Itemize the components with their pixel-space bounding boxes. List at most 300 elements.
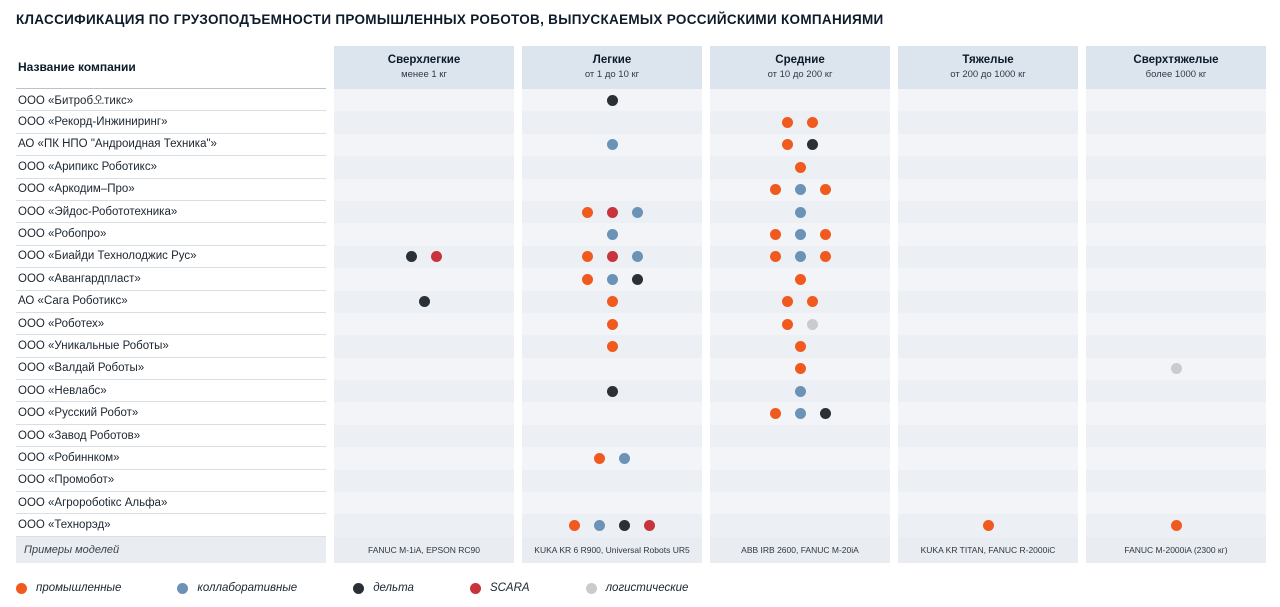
- matrix-cell: [334, 223, 514, 245]
- cell-gap: [702, 470, 710, 492]
- legend-item-industrial: [16, 582, 121, 594]
- company-name: ООО «Завод Роботов»: [16, 425, 326, 447]
- cell-gap: [1078, 134, 1086, 156]
- cell-gap: [1078, 335, 1086, 357]
- cell-gap: [890, 402, 898, 424]
- cell-gap: [702, 514, 710, 536]
- cell-gap: [890, 380, 898, 402]
- cell-gap: [514, 380, 522, 402]
- cell-gap: [890, 447, 898, 469]
- category-header-2: [522, 46, 702, 89]
- robot-type-dot-industrial: [782, 117, 793, 128]
- matrix-cell: [1086, 402, 1266, 424]
- cell-gap: [1078, 313, 1086, 335]
- cell-gap: [1078, 179, 1086, 201]
- cell-gap: [326, 425, 334, 447]
- robot-type-dot-industrial: [594, 453, 605, 464]
- matrix-cell: [334, 492, 514, 514]
- robot-type-dot-industrial: [607, 296, 618, 307]
- matrix-cell: [522, 179, 702, 201]
- company-name: АО «ПК НПО "Андроидная Техника"»: [16, 134, 326, 156]
- matrix-cell: [334, 268, 514, 290]
- header-gap: [326, 46, 334, 89]
- company-name: ООО «Робиннком»: [16, 447, 326, 469]
- matrix-cell: [898, 134, 1078, 156]
- matrix-cell: [710, 291, 890, 313]
- cell-gap: [890, 201, 898, 223]
- cell-gap: [890, 470, 898, 492]
- company-name: ООО «Аркодим–Про»: [16, 179, 326, 201]
- robot-type-dot-collaborative: [795, 408, 806, 419]
- dot-group: [710, 179, 890, 201]
- robot-type-dot-collaborative: [607, 274, 618, 285]
- cell-gap: [326, 537, 334, 563]
- robot-type-dot-scara: [431, 251, 442, 262]
- matrix-cell: [898, 380, 1078, 402]
- company-name: ООО «Русский Робот»: [16, 402, 326, 424]
- table-row: [16, 492, 1266, 514]
- dot-group: [710, 380, 890, 402]
- cell-gap: [514, 313, 522, 335]
- robot-type-dot-scara: [607, 251, 618, 262]
- table-row: [16, 313, 1266, 335]
- table-row: [16, 89, 1266, 111]
- cell-gap: [326, 313, 334, 335]
- matrix-cell: [522, 425, 702, 447]
- matrix-cell: [710, 313, 890, 335]
- table-row: [16, 380, 1266, 402]
- dot-group: [898, 514, 1078, 536]
- company-column-header: Название компании: [16, 46, 326, 89]
- cell-gap: [702, 223, 710, 245]
- table-row: [16, 447, 1266, 469]
- matrix-cell: [710, 201, 890, 223]
- robot-type-dot-collaborative: [795, 229, 806, 240]
- matrix-cell: [522, 335, 702, 357]
- cell-gap: [890, 134, 898, 156]
- cell-gap: [514, 537, 522, 563]
- company-name: ООО «Уникальные Роботы»: [16, 335, 326, 357]
- robot-type-dot-collaborative: [607, 229, 618, 240]
- robot-type-dot-industrial: [607, 319, 618, 330]
- matrix-cell: [898, 335, 1078, 357]
- dot-group: [710, 291, 890, 313]
- cell-gap: [890, 514, 898, 536]
- dot-group: [522, 201, 702, 223]
- company-name: ООО «Арипикс Роботикс»: [16, 156, 326, 178]
- matrix-cell: [1086, 291, 1266, 313]
- legend-item-logistics: [586, 582, 689, 594]
- matrix-cell: [1086, 89, 1266, 111]
- matrix-cell: [710, 134, 890, 156]
- matrix-cell: [334, 380, 514, 402]
- header-gap: [702, 46, 710, 89]
- matrix-cell: [1086, 514, 1266, 536]
- matrix-cell: [710, 514, 890, 536]
- dot-group: [334, 291, 514, 313]
- robot-type-dot-industrial: [807, 296, 818, 307]
- matrix-cell: [522, 470, 702, 492]
- matrix-cell: [1086, 492, 1266, 514]
- cell-gap: [326, 223, 334, 245]
- dot-group: [522, 223, 702, 245]
- table-row: [16, 425, 1266, 447]
- legend-label: SCARA: [489, 582, 530, 594]
- matrix-cell: [898, 89, 1078, 111]
- dot-group: [522, 134, 702, 156]
- matrix-cell: [334, 447, 514, 469]
- table-row: [16, 291, 1266, 313]
- examples-row-label: Примеры моделей: [16, 537, 326, 563]
- company-name: ООО «Авангардпласт»: [16, 268, 326, 290]
- matrix-cell: [522, 268, 702, 290]
- cell-gap: [514, 179, 522, 201]
- cell-gap: [702, 537, 710, 563]
- cell-gap: [514, 492, 522, 514]
- cell-gap: [1078, 470, 1086, 492]
- example-models-2: KUKA KR 6 R900, Universal Robots UR5: [522, 537, 702, 563]
- cell-gap: [514, 156, 522, 178]
- dot-group: [710, 335, 890, 357]
- cell-gap: [326, 291, 334, 313]
- table-row: [16, 134, 1266, 156]
- page-title: КЛАССИФИКАЦИЯ ПО ГРУЗОПОДЪЕМНОСТИ ПРОМЫШЛЕННЫХ РОБОТОВ, ВЫПУСКАЕМЫХ РОССИЙСКИМИ КОМПАНИЯМИ: [16, 12, 884, 27]
- table-row: [16, 358, 1266, 380]
- cell-gap: [890, 89, 898, 111]
- matrix-cell: [522, 134, 702, 156]
- cell-gap: [1078, 537, 1086, 563]
- category-title: Тяжелые: [962, 54, 1014, 66]
- table-row: [16, 179, 1266, 201]
- table-row: [16, 470, 1266, 492]
- dot-group: [710, 223, 890, 245]
- dot-group: [522, 89, 702, 111]
- company-name: ООО «Невлабс»: [16, 380, 326, 402]
- cell-gap: [514, 470, 522, 492]
- robot-type-dot-delta: [419, 296, 430, 307]
- table-row: [16, 268, 1266, 290]
- robot-type-dot-collaborative: [795, 207, 806, 218]
- robot-type-dot-logistics: [1171, 363, 1182, 374]
- cell-gap: [890, 358, 898, 380]
- matrix-cell: [522, 402, 702, 424]
- matrix-cell: [898, 447, 1078, 469]
- cell-gap: [326, 201, 334, 223]
- cell-gap: [1078, 291, 1086, 313]
- matrix-cell: [1086, 201, 1266, 223]
- category-header-1: [334, 46, 514, 89]
- robot-type-dot-delta: [607, 95, 618, 106]
- cell-gap: [326, 156, 334, 178]
- company-name: ООО «Роботех»: [16, 313, 326, 335]
- category-range: более 1000 кг: [1145, 69, 1207, 80]
- cell-gap: [1078, 89, 1086, 111]
- robot-type-dot-industrial: [782, 319, 793, 330]
- matrix-cell: [1086, 246, 1266, 268]
- dot-group: [522, 335, 702, 357]
- matrix-cell: [710, 156, 890, 178]
- category-range: от 10 до 200 кг: [767, 69, 833, 80]
- header-gap: [514, 46, 522, 89]
- table-row: [16, 246, 1266, 268]
- dot-group: [1086, 358, 1266, 380]
- dot-group: [710, 402, 890, 424]
- robot-type-dot-delta: [632, 274, 643, 285]
- dot-group: [522, 291, 702, 313]
- cell-gap: [1078, 111, 1086, 133]
- robot-type-dot-industrial: [807, 117, 818, 128]
- matrix-cell: [1086, 313, 1266, 335]
- matrix-cell: [334, 111, 514, 133]
- company-name: ООО «Эйдос-Робототехника»: [16, 201, 326, 223]
- matrix-cell: [522, 89, 702, 111]
- table-row: [16, 402, 1266, 424]
- robot-type-dot-collaborative: [607, 139, 618, 150]
- matrix-cell: [522, 223, 702, 245]
- cell-gap: [702, 313, 710, 335]
- matrix-cell: [898, 246, 1078, 268]
- cell-gap: [326, 179, 334, 201]
- cell-gap: [514, 447, 522, 469]
- matrix-cell: [334, 201, 514, 223]
- legend-dot-industrial: [16, 583, 27, 594]
- matrix-cell: [710, 179, 890, 201]
- matrix-cell: [522, 380, 702, 402]
- cell-gap: [326, 358, 334, 380]
- header-gap: [890, 46, 898, 89]
- cell-gap: [1078, 492, 1086, 514]
- category-title: Сверхтяжелые: [1133, 54, 1219, 66]
- cell-gap: [890, 425, 898, 447]
- category-header-3: [710, 46, 890, 89]
- company-name: ООО «Валдай Роботы»: [16, 358, 326, 380]
- cell-gap: [890, 492, 898, 514]
- cell-gap: [702, 156, 710, 178]
- robot-type-dot-delta: [619, 520, 630, 531]
- category-range: менее 1 кг: [401, 69, 447, 80]
- robot-type-dot-collaborative: [594, 520, 605, 531]
- legend-label: промышленные: [36, 582, 122, 594]
- cell-gap: [326, 335, 334, 357]
- cell-gap: [702, 335, 710, 357]
- robot-type-dot-industrial: [795, 341, 806, 352]
- matrix-cell: [898, 470, 1078, 492]
- robot-type-dot-industrial: [582, 251, 593, 262]
- cell-gap: [514, 268, 522, 290]
- cell-gap: [702, 268, 710, 290]
- cell-gap: [1078, 156, 1086, 178]
- matrix-cell: [898, 402, 1078, 424]
- category-title: Средние: [775, 54, 825, 66]
- robot-type-dot-collaborative: [795, 184, 806, 195]
- example-models-1: FANUC M-1iA, EPSON RC90: [334, 537, 514, 563]
- table-row: [16, 111, 1266, 133]
- table-row: [16, 514, 1266, 536]
- matrix-cell: [898, 514, 1078, 536]
- legend-label: коллаборативные: [197, 582, 298, 594]
- cell-gap: [702, 134, 710, 156]
- matrix-header-row: [16, 46, 1266, 89]
- robot-type-dot-industrial: [770, 229, 781, 240]
- dot-group: [522, 380, 702, 402]
- table-row: [16, 156, 1266, 178]
- cell-gap: [702, 425, 710, 447]
- cell-gap: [890, 246, 898, 268]
- cell-gap: [514, 335, 522, 357]
- cell-gap: [702, 447, 710, 469]
- matrix-cell: [522, 291, 702, 313]
- robot-type-dot-scara: [644, 520, 655, 531]
- cell-gap: [326, 514, 334, 536]
- robot-type-dot-collaborative: [795, 251, 806, 262]
- cell-gap: [326, 268, 334, 290]
- matrix-cell: [898, 358, 1078, 380]
- matrix-cell: [898, 425, 1078, 447]
- robot-type-dot-collaborative: [632, 207, 643, 218]
- dot-group: [710, 246, 890, 268]
- matrix-cell: [710, 89, 890, 111]
- matrix-cell: [710, 425, 890, 447]
- examples-row: [16, 537, 1266, 563]
- dot-group: [522, 447, 702, 469]
- matrix-cell: [334, 335, 514, 357]
- cell-gap: [514, 89, 522, 111]
- robot-type-dot-industrial: [795, 162, 806, 173]
- matrix-cell: [898, 111, 1078, 133]
- cell-gap: [514, 358, 522, 380]
- robot-type-dot-industrial: [607, 341, 618, 352]
- cell-gap: [890, 223, 898, 245]
- cell-gap: [702, 89, 710, 111]
- matrix-cell: [334, 156, 514, 178]
- robot-type-dot-industrial: [569, 520, 580, 531]
- cell-gap: [514, 134, 522, 156]
- category-title: Легкие: [592, 54, 632, 66]
- company-name: АО «Сага Роботикс»: [16, 291, 326, 313]
- cell-gap: [514, 291, 522, 313]
- cell-gap: [326, 380, 334, 402]
- matrix-cell: [334, 313, 514, 335]
- cell-gap: [890, 156, 898, 178]
- robot-type-dot-delta: [607, 386, 618, 397]
- cell-gap: [1078, 268, 1086, 290]
- matrix-cell: [898, 156, 1078, 178]
- matrix-cell: [334, 89, 514, 111]
- cell-gap: [1078, 425, 1086, 447]
- robot-type-dot-industrial: [770, 251, 781, 262]
- cell-gap: [1078, 402, 1086, 424]
- matrix-cell: [898, 179, 1078, 201]
- matrix-cell: [1086, 335, 1266, 357]
- robot-type-dot-delta: [406, 251, 417, 262]
- table-row: [16, 223, 1266, 245]
- legend-label: дельта: [373, 582, 414, 594]
- cell-gap: [890, 111, 898, 133]
- robot-type-dot-industrial: [795, 274, 806, 285]
- cell-gap: [702, 402, 710, 424]
- category-header-4: [898, 46, 1078, 89]
- dot-group: [710, 201, 890, 223]
- example-models-4: KUKA KR TITAN, FANUC R-2000iC: [898, 537, 1078, 563]
- classification-matrix: [16, 46, 1266, 563]
- matrix-cell: [1086, 223, 1266, 245]
- robot-type-dot-industrial: [820, 184, 831, 195]
- cell-gap: [702, 246, 710, 268]
- cell-gap: [702, 380, 710, 402]
- category-range: от 1 до 10 кг: [584, 69, 640, 80]
- matrix-cell: [1086, 425, 1266, 447]
- matrix-cell: [334, 402, 514, 424]
- robot-type-dot-delta: [820, 408, 831, 419]
- category-range: от 200 до 1000 кг: [950, 69, 1026, 80]
- category-title: Сверхлегкие: [387, 54, 461, 66]
- cell-gap: [702, 291, 710, 313]
- matrix-cell: [1086, 470, 1266, 492]
- legend-dot-logistics: [586, 583, 597, 594]
- matrix-cell: [334, 514, 514, 536]
- matrix-cell: [1086, 268, 1266, 290]
- matrix-cell: [522, 201, 702, 223]
- matrix-cell: [522, 246, 702, 268]
- cell-gap: [514, 223, 522, 245]
- cell-gap: [702, 201, 710, 223]
- robot-type-dot-industrial: [983, 520, 994, 531]
- matrix-cell: [1086, 358, 1266, 380]
- cell-gap: [514, 201, 522, 223]
- example-models-5: FANUC M-2000iA (2300 кг): [1086, 537, 1266, 563]
- cell-gap: [326, 89, 334, 111]
- legend-dot-scara: [470, 583, 481, 594]
- dot-group: [1086, 514, 1266, 536]
- cell-gap: [1078, 223, 1086, 245]
- cell-gap: [514, 111, 522, 133]
- matrix-cell: [710, 335, 890, 357]
- robot-type-dot-industrial: [795, 363, 806, 374]
- cell-gap: [326, 402, 334, 424]
- matrix-cell: [898, 492, 1078, 514]
- dot-group: [522, 246, 702, 268]
- cell-gap: [514, 514, 522, 536]
- dot-group: [710, 358, 890, 380]
- robot-type-dot-industrial: [582, 274, 593, 285]
- matrix-cell: [710, 246, 890, 268]
- dot-group: [522, 268, 702, 290]
- matrix-cell: [334, 246, 514, 268]
- robot-type-dot-industrial: [820, 229, 831, 240]
- matrix-cell: [898, 268, 1078, 290]
- matrix-cell: [710, 111, 890, 133]
- matrix-cell: [522, 514, 702, 536]
- cell-gap: [1078, 358, 1086, 380]
- matrix-cell: [898, 313, 1078, 335]
- matrix-cell: [522, 111, 702, 133]
- cell-gap: [326, 246, 334, 268]
- cell-gap: [1078, 246, 1086, 268]
- matrix-cell: [710, 358, 890, 380]
- legend-item-collaborative: [177, 582, 297, 594]
- cell-gap: [326, 492, 334, 514]
- company-name: ООО «Робопро»: [16, 223, 326, 245]
- cell-gap: [702, 111, 710, 133]
- matrix-cell: [522, 313, 702, 335]
- matrix-cell: [522, 156, 702, 178]
- robot-type-dot-collaborative: [619, 453, 630, 464]
- company-name: ООО «Агроробоtiкс Альфа»: [16, 492, 326, 514]
- matrix-cell: [522, 358, 702, 380]
- cell-gap: [326, 134, 334, 156]
- legend-dot-delta: [353, 583, 364, 594]
- matrix-cell: [334, 358, 514, 380]
